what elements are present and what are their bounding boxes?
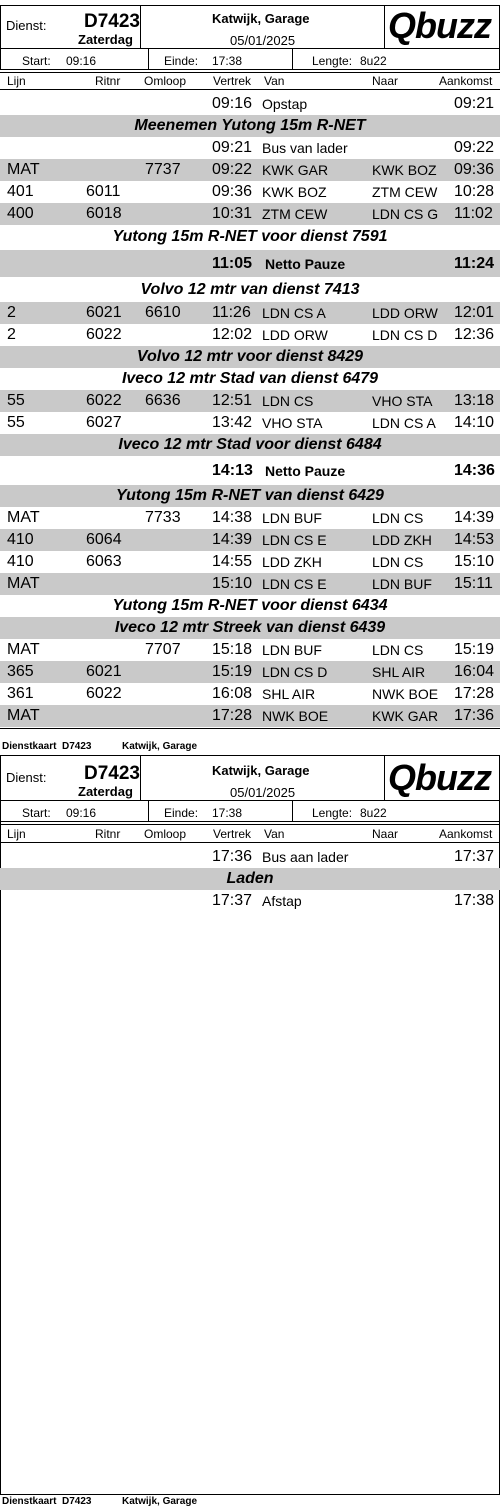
vertrek-cell: 15:18 <box>212 641 253 658</box>
lengte-value: 8u22 <box>360 806 387 820</box>
table-row <box>0 551 500 573</box>
start-label: Start: <box>22 54 51 68</box>
ritnr-cell: 6022 <box>86 326 122 343</box>
aankomst-cell: 12:36 <box>454 326 495 343</box>
van-cell: SHL AIR <box>262 686 316 702</box>
pause-start: 14:13 <box>212 462 253 479</box>
ritnr-cell: 6021 <box>86 304 122 321</box>
einde-label: Einde: <box>164 806 199 820</box>
ritnr-cell: 6022 <box>86 685 122 702</box>
table-row <box>0 573 500 595</box>
aankomst-cell: 17:38 <box>454 892 495 909</box>
omloop-cell: 6636 <box>145 392 181 409</box>
header-lengte-divider <box>292 48 293 70</box>
pause-label: Netto Pauze <box>265 256 346 272</box>
naar-cell: KWK GAR <box>372 708 439 724</box>
vertrek-cell: 12:02 <box>212 326 253 343</box>
aankomst-cell: 14:53 <box>454 531 495 548</box>
section-header: Volvo 12 mtr voor dienst 8429 <box>0 346 500 368</box>
lijn-cell: 55 <box>7 414 25 431</box>
table-row <box>0 639 500 661</box>
header-einde-divider <box>148 800 149 822</box>
ritnr-cell: 6022 <box>86 392 122 409</box>
pause-end: 14:36 <box>454 462 495 479</box>
header-einde-divider <box>148 48 149 70</box>
naar-cell: LDN CS G <box>372 206 439 222</box>
van-cell: LDN CS A <box>262 305 326 321</box>
col-vertrek: Vertrek <box>213 827 252 841</box>
van-cell: Bus aan lader <box>262 849 349 865</box>
vertrek-cell: 09:16 <box>212 95 253 112</box>
lijn-cell: 2 <box>7 304 16 321</box>
naar-cell: LDN CS <box>372 642 424 658</box>
einde-time: 17:38 <box>212 54 243 68</box>
footer-location: Katwijk, Garage <box>122 1496 198 1507</box>
omloop-cell: 7733 <box>145 509 181 526</box>
vertrek-cell: 14:55 <box>212 553 253 570</box>
lijn-cell: 410 <box>7 531 34 548</box>
omloop-cell: 7737 <box>145 161 181 178</box>
ritnr-cell: 6011 <box>86 183 121 200</box>
aankomst-cell: 09:36 <box>454 161 495 178</box>
section-header: Volvo 12 mtr van dienst 7413 <box>140 281 360 298</box>
aankomst-cell: 16:04 <box>454 663 495 680</box>
vertrek-cell: 14:39 <box>212 531 253 548</box>
section-header: Meenemen Yutong 15m R-NET <box>0 115 500 137</box>
lijn-cell: MAT <box>7 707 40 724</box>
vertrek-cell: 14:38 <box>212 509 253 526</box>
page-2 <box>0 755 500 1495</box>
aankomst-cell: 15:10 <box>454 553 495 570</box>
vertrek-cell: 17:37 <box>212 892 253 909</box>
lijn-cell: 400 <box>7 205 34 222</box>
vertrek-cell: 09:36 <box>212 183 253 200</box>
page-1 <box>0 5 500 745</box>
lijn-cell: 2 <box>7 326 16 343</box>
table-row <box>0 137 500 159</box>
naar-cell: LDN BUF <box>372 576 432 592</box>
van-cell: LDN BUF <box>262 642 322 658</box>
dienst-number: D7423 <box>84 11 140 32</box>
aankomst-cell: 10:28 <box>454 183 495 200</box>
lijn-cell: MAT <box>7 641 40 658</box>
van-cell: LDD ZKH <box>262 554 322 570</box>
section-header: Yutong 15m R-NET voor dienst 7591 <box>112 228 388 245</box>
naar-cell: LDD ZKH <box>372 532 432 548</box>
col-omloop: Omloop <box>144 827 187 841</box>
header-lengte-divider <box>292 800 293 822</box>
naar-cell: ZTM CEW <box>372 184 438 200</box>
section-header: Yutong 15m R-NET van dienst 6429 <box>0 485 500 507</box>
start-time: 09:16 <box>66 54 97 68</box>
col-aankomst: Aankomst <box>439 74 493 88</box>
footer-dienst: D7423 <box>62 1496 92 1507</box>
aankomst-cell: 11:02 <box>454 205 493 222</box>
table-row <box>0 846 500 868</box>
qbuzz-logo: Qbuzz <box>388 757 491 798</box>
vertrek-cell: 15:10 <box>212 575 253 592</box>
ritnr-cell: 6063 <box>86 553 122 570</box>
dienst-label: Dienst: <box>6 18 47 33</box>
section-header: Yutong 15m R-NET voor dienst 6434 <box>112 597 388 614</box>
lijn-cell: 365 <box>7 663 34 680</box>
col-naar: Naar <box>372 827 399 841</box>
pause-row <box>0 457 500 484</box>
qbuzz-logo: Qbuzz <box>388 5 491 46</box>
section-header: Iveco 12 mtr Stad van dienst 6479 <box>121 370 379 387</box>
lengte-label: Lengte: <box>312 806 353 820</box>
dienst-label: Dienst: <box>6 770 47 785</box>
table-row <box>0 181 500 203</box>
van-cell: KWK GAR <box>262 162 329 178</box>
table-row <box>0 507 500 529</box>
van-cell: LDD ORW <box>262 327 328 343</box>
lijn-cell: 401 <box>7 183 34 200</box>
dienst-day: Zaterdag <box>78 784 133 799</box>
aankomst-cell: 09:21 <box>454 95 495 112</box>
pause-label: Netto Pauze <box>265 463 346 479</box>
lijn-cell: MAT <box>7 575 40 592</box>
date: 05/01/2025 <box>230 785 296 800</box>
col-ritnr: Ritnr <box>95 74 121 88</box>
col-lijn: Lijn <box>7 74 26 88</box>
lengte-label: Lengte: <box>312 54 353 68</box>
lijn-cell: 55 <box>7 392 25 409</box>
vertrek-cell: 17:28 <box>212 707 253 724</box>
table-row <box>0 890 500 912</box>
footer-location: Katwijk, Garage <box>122 741 198 752</box>
footer-label: Dienstkaart <box>2 1496 57 1507</box>
table-row <box>0 529 500 551</box>
pause-row <box>0 250 500 277</box>
lijn-cell: MAT <box>7 509 40 526</box>
table-row <box>0 683 500 705</box>
naar-cell: LDN CS <box>372 510 424 526</box>
van-cell: LDN BUF <box>262 510 322 526</box>
van-cell: ZTM CEW <box>262 206 328 222</box>
van-cell: Opstap <box>262 96 308 112</box>
footer-dienst: D7423 <box>62 741 92 752</box>
lijn-cell: 361 <box>7 685 34 702</box>
table-row <box>0 661 500 683</box>
dienst-day: Zaterdag <box>78 32 133 47</box>
vertrek-cell: 17:36 <box>212 848 253 865</box>
ritnr-cell: 6027 <box>86 414 122 431</box>
aankomst-cell: 15:11 <box>454 575 493 592</box>
vertrek-cell: 16:08 <box>212 685 253 702</box>
start-label: Start: <box>22 806 51 820</box>
location: Katwijk, Garage <box>212 11 310 26</box>
lengte-value: 8u22 <box>360 54 387 68</box>
aankomst-cell: 13:18 <box>454 392 495 409</box>
col-lijn: Lijn <box>7 827 26 841</box>
col-vertrek: Vertrek <box>213 74 252 88</box>
naar-cell: LDD ORW <box>372 305 438 321</box>
footer-label: Dienstkaart <box>2 741 57 752</box>
col-omloop: Omloop <box>144 74 187 88</box>
van-cell: LDN CS D <box>262 664 328 680</box>
vertrek-cell: 10:31 <box>212 205 253 222</box>
table-row <box>0 390 500 412</box>
col-ritnr: Ritnr <box>95 827 121 841</box>
col-van: Van <box>264 74 285 88</box>
van-cell: Afstap <box>262 893 302 909</box>
van-cell: Bus van lader <box>262 140 348 156</box>
van-cell: NWK BOE <box>262 708 329 724</box>
omloop-cell: 7707 <box>145 641 181 658</box>
vertrek-cell: 15:19 <box>212 663 253 680</box>
omloop-cell: 6610 <box>145 304 181 321</box>
aankomst-cell: 12:01 <box>454 304 495 321</box>
aankomst-cell: 17:36 <box>454 707 495 724</box>
lijn-cell: 410 <box>7 553 34 570</box>
table-row <box>0 159 500 181</box>
naar-cell: LDN CS <box>372 554 424 570</box>
aankomst-cell: 14:39 <box>454 509 495 526</box>
section-header: Iveco 12 mtr Stad voor dienst 6484 <box>0 434 500 456</box>
aankomst-cell: 17:28 <box>454 685 495 702</box>
col-naar: Naar <box>372 74 399 88</box>
naar-cell: VHO STA <box>372 393 433 409</box>
naar-cell: KWK BOZ <box>372 162 437 178</box>
van-cell: KWK BOZ <box>262 184 327 200</box>
van-cell: VHO STA <box>262 415 323 431</box>
pause-end: 11:24 <box>454 255 495 272</box>
table-row <box>0 302 500 324</box>
vertrek-cell: 11:26 <box>212 304 251 321</box>
naar-cell: LDN CS A <box>372 415 436 431</box>
col-aankomst: Aankomst <box>439 827 493 841</box>
table-row <box>0 203 500 225</box>
start-time: 09:16 <box>66 806 97 820</box>
table-row <box>0 705 500 727</box>
table-row <box>0 412 500 434</box>
section-header: Laden <box>0 868 500 890</box>
vertrek-cell: 09:21 <box>212 139 253 156</box>
dienst-number: D7423 <box>84 763 140 784</box>
ritnr-cell: 6021 <box>86 663 122 680</box>
table-row <box>0 324 500 346</box>
aankomst-cell: 14:10 <box>454 414 495 431</box>
table-bottom-rule <box>0 728 500 729</box>
vertrek-cell: 09:22 <box>212 161 253 178</box>
section-header: Iveco 12 mtr Streek van dienst 6439 <box>0 617 500 639</box>
van-cell: LDN CS E <box>262 576 327 592</box>
naar-cell: LDN CS D <box>372 327 438 343</box>
naar-cell: SHL AIR <box>372 664 426 680</box>
vertrek-cell: 12:51 <box>212 392 253 409</box>
table-row <box>0 93 500 115</box>
aankomst-cell: 09:22 <box>454 139 495 156</box>
aankomst-cell: 15:19 <box>454 641 495 658</box>
van-cell: LDN CS E <box>262 532 327 548</box>
ritnr-cell: 6064 <box>86 531 122 548</box>
van-cell: LDN CS <box>262 393 314 409</box>
naar-cell: NWK BOE <box>372 686 439 702</box>
einde-time: 17:38 <box>212 806 243 820</box>
pause-start: 11:05 <box>212 255 253 272</box>
lijn-cell: MAT <box>7 161 40 178</box>
einde-label: Einde: <box>164 54 199 68</box>
vertrek-cell: 13:42 <box>212 414 253 431</box>
date: 05/01/2025 <box>230 33 296 48</box>
aankomst-cell: 17:37 <box>454 848 495 865</box>
ritnr-cell: 6018 <box>86 205 122 222</box>
col-van: Van <box>264 827 285 841</box>
location: Katwijk, Garage <box>212 763 310 778</box>
